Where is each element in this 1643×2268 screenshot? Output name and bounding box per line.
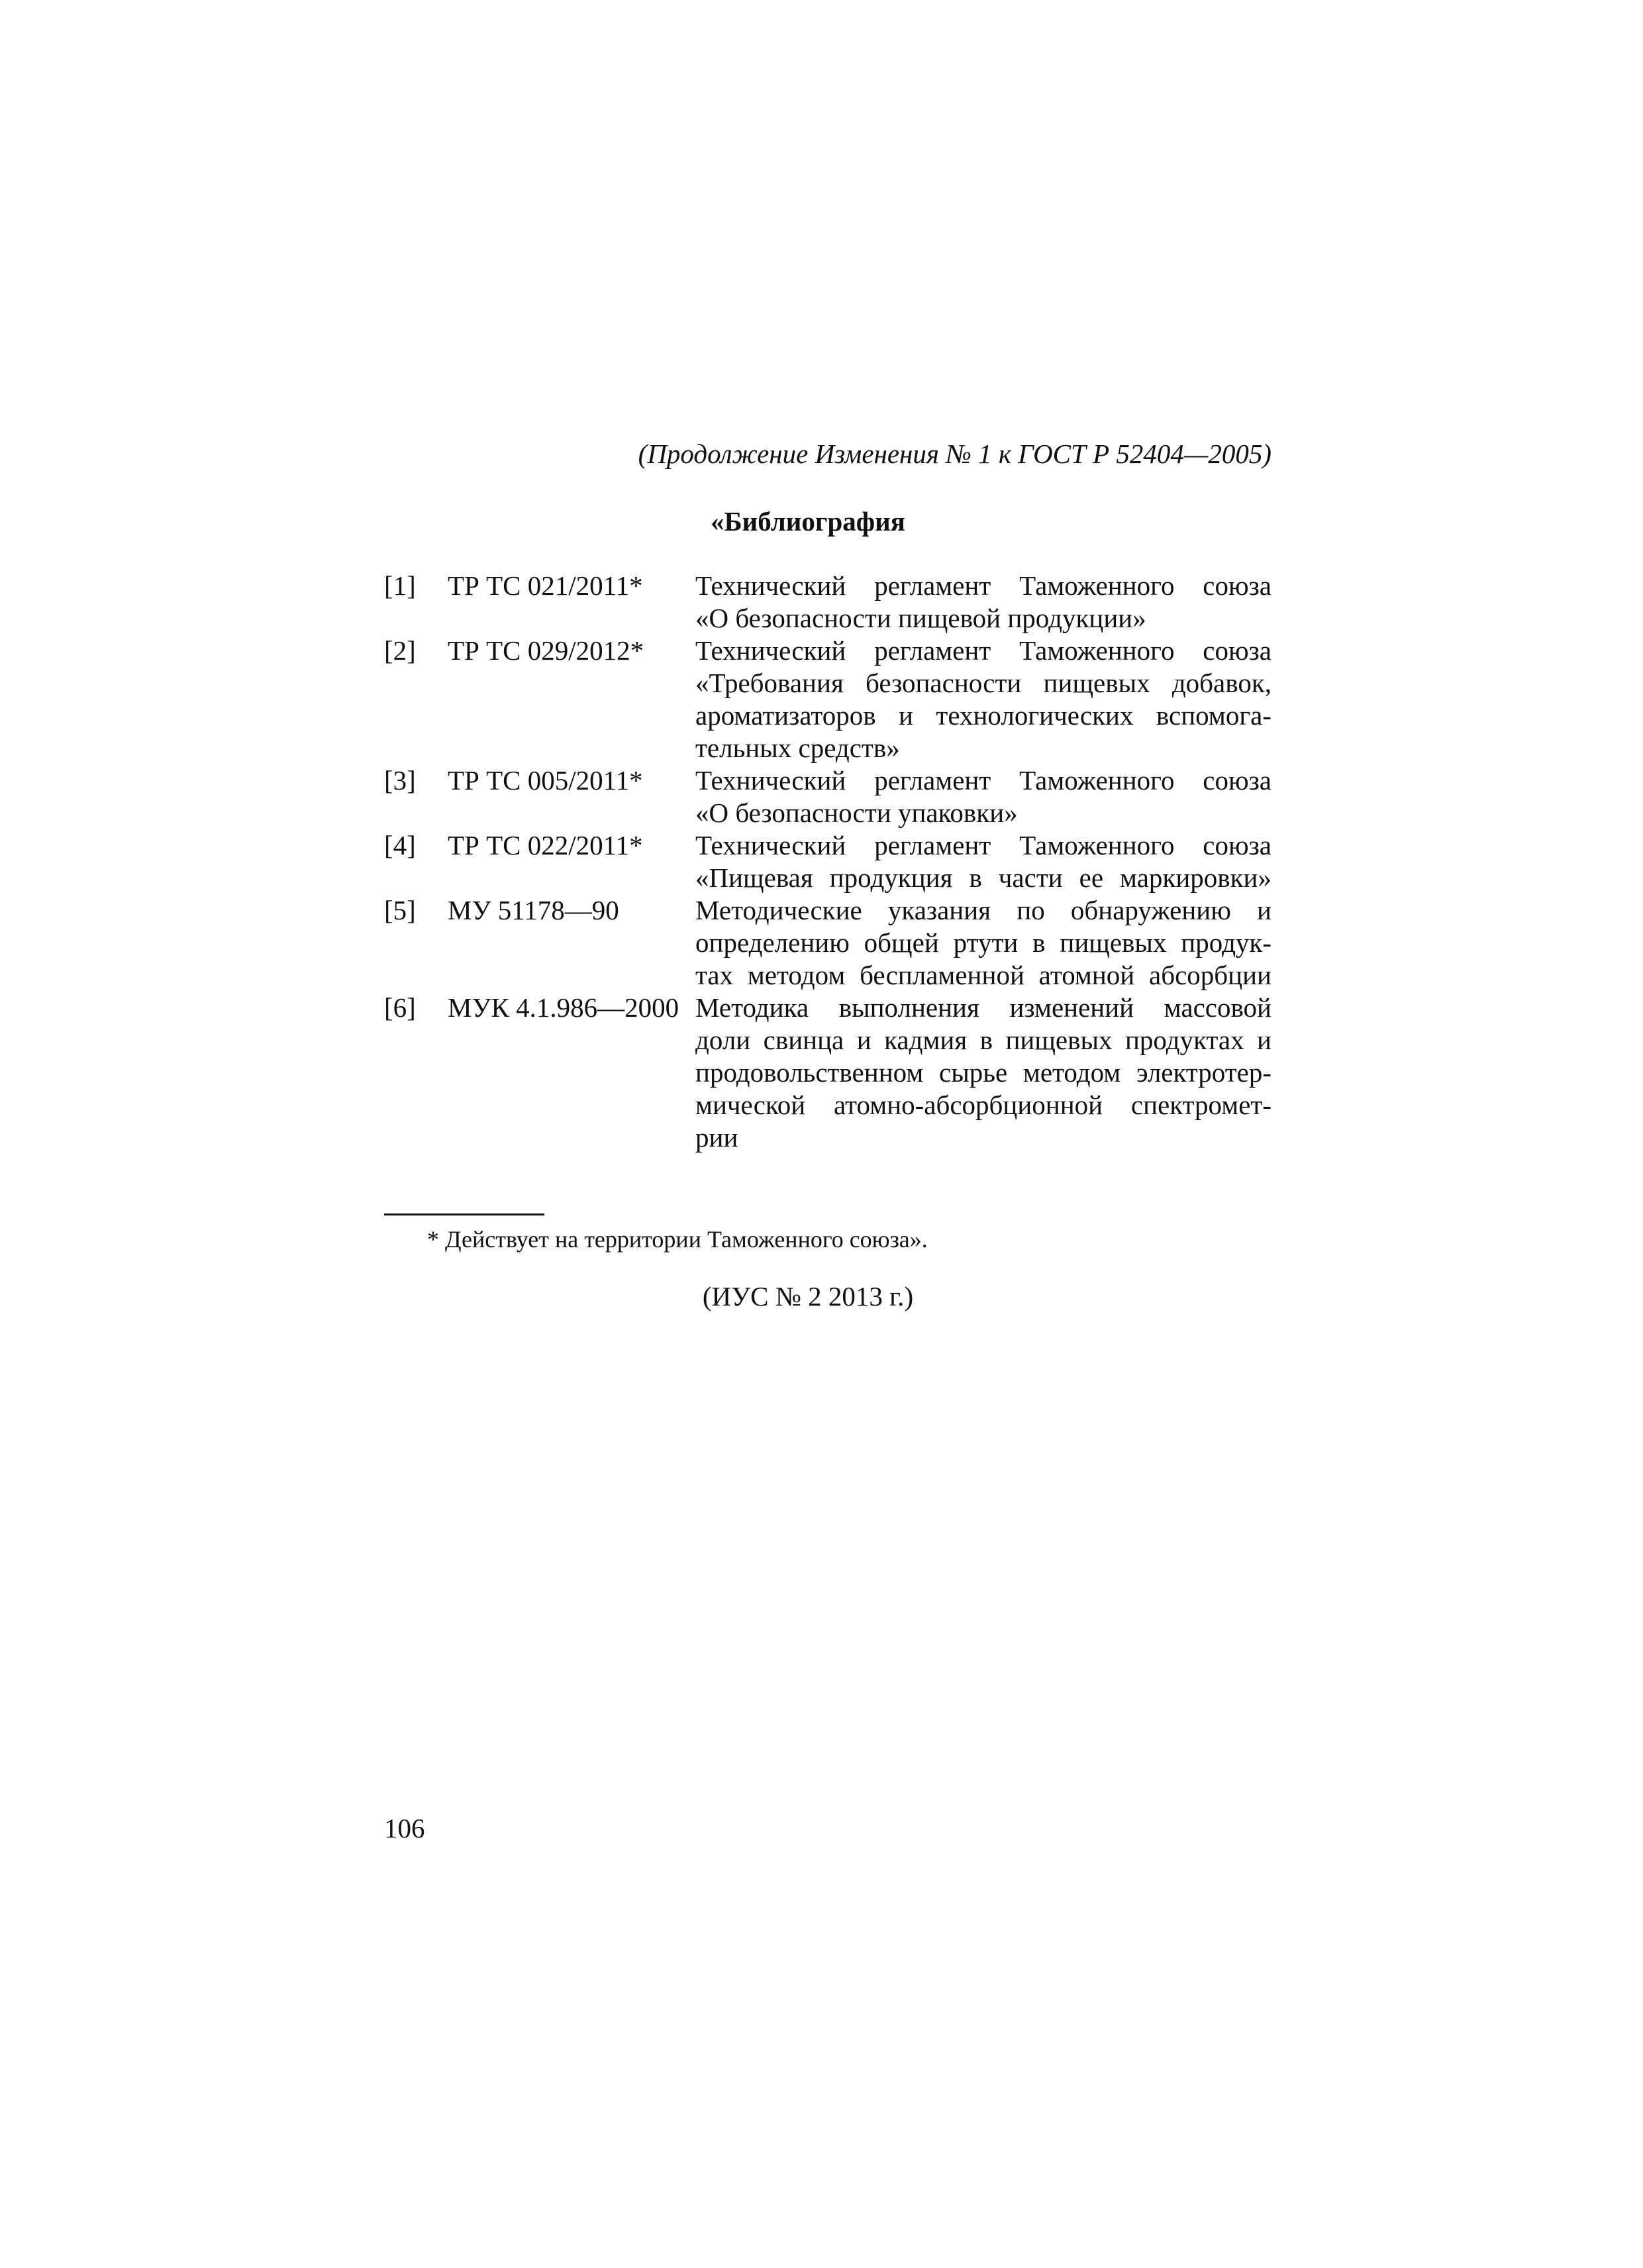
bibliography-entry xyxy=(384,764,1271,829)
description-line: Методика выполнения изменений массовой xyxy=(695,992,1271,1023)
entry-description xyxy=(695,635,1271,764)
entry-number: [1] xyxy=(384,570,416,601)
description-line: «Пищевая продукция в части ее маркировки» xyxy=(695,862,1271,893)
description-line: тельных средств» xyxy=(695,733,900,763)
document-code: ТР ТС 022/2011* xyxy=(448,830,643,860)
entry-number: [6] xyxy=(384,992,416,1023)
bibliography-entry xyxy=(384,570,1271,635)
ius-note: (ИУС № 2 2013 г.) xyxy=(702,1281,914,1312)
description-line: рии xyxy=(695,1122,738,1153)
bibliography-list xyxy=(384,570,1271,1154)
entry-number: [5] xyxy=(384,895,416,925)
description-line: ароматизаторов и технологических вспомога- xyxy=(695,700,1271,731)
bibliography-entry xyxy=(384,635,1271,764)
entry-description xyxy=(695,570,1271,635)
document-code: МУК 4.1.986—2000 xyxy=(448,992,679,1023)
description-line: мической атомно-абсорбционной спектромет- xyxy=(695,1090,1271,1120)
description-line: Технический регламент Таможенного союза xyxy=(695,830,1271,860)
document-code: ТР ТС 021/2011* xyxy=(448,570,643,601)
entry-description xyxy=(695,894,1271,992)
description-line: «О безопасности упаковки» xyxy=(695,798,1018,828)
bibliography-entry xyxy=(384,829,1271,894)
section-title: «Библиография xyxy=(711,506,905,537)
description-line: Технический регламент Таможенного союза xyxy=(695,765,1271,796)
description-line: доли свинца и кадмия в пищевых продуктах и xyxy=(695,1025,1271,1055)
entry-description xyxy=(695,829,1271,894)
document-code: ТР ТС 005/2011* xyxy=(448,765,643,796)
description-line: «О безопасности пищевой продукции» xyxy=(695,603,1146,633)
description-line: определению общей ртути в пищевых продук- xyxy=(695,927,1271,958)
entry-description xyxy=(695,992,1271,1154)
entry-description xyxy=(695,764,1271,829)
page-number: 106 xyxy=(384,1813,425,1843)
page-header: (Продолжение Изменения № 1 к ГОСТ Р 52404—2005) xyxy=(638,438,1271,469)
entry-number: [4] xyxy=(384,830,416,860)
description-line: Технический регламент Таможенного союза xyxy=(695,570,1271,601)
description-line: тах методом беспламенной атомной абсорбции xyxy=(695,960,1271,990)
footnote-rule xyxy=(384,1213,544,1215)
document-code: МУ 51178—90 xyxy=(448,895,619,925)
entry-number: [2] xyxy=(384,635,416,666)
description-line: «Требования безопасности пищевых добавок, xyxy=(695,668,1271,698)
description-line: Методические указания по обнаружению и xyxy=(695,895,1271,925)
bibliography-entry xyxy=(384,894,1271,992)
description-line: продовольственном сырье методом электротер- xyxy=(695,1057,1271,1088)
description-line: Технический регламент Таможенного союза xyxy=(695,635,1271,666)
bibliography-entry xyxy=(384,992,1271,1154)
entry-number: [3] xyxy=(384,765,416,796)
document-code: ТР ТС 029/2012* xyxy=(448,635,644,666)
footnote: * Действует на территории Таможенного союза». xyxy=(427,1226,928,1253)
